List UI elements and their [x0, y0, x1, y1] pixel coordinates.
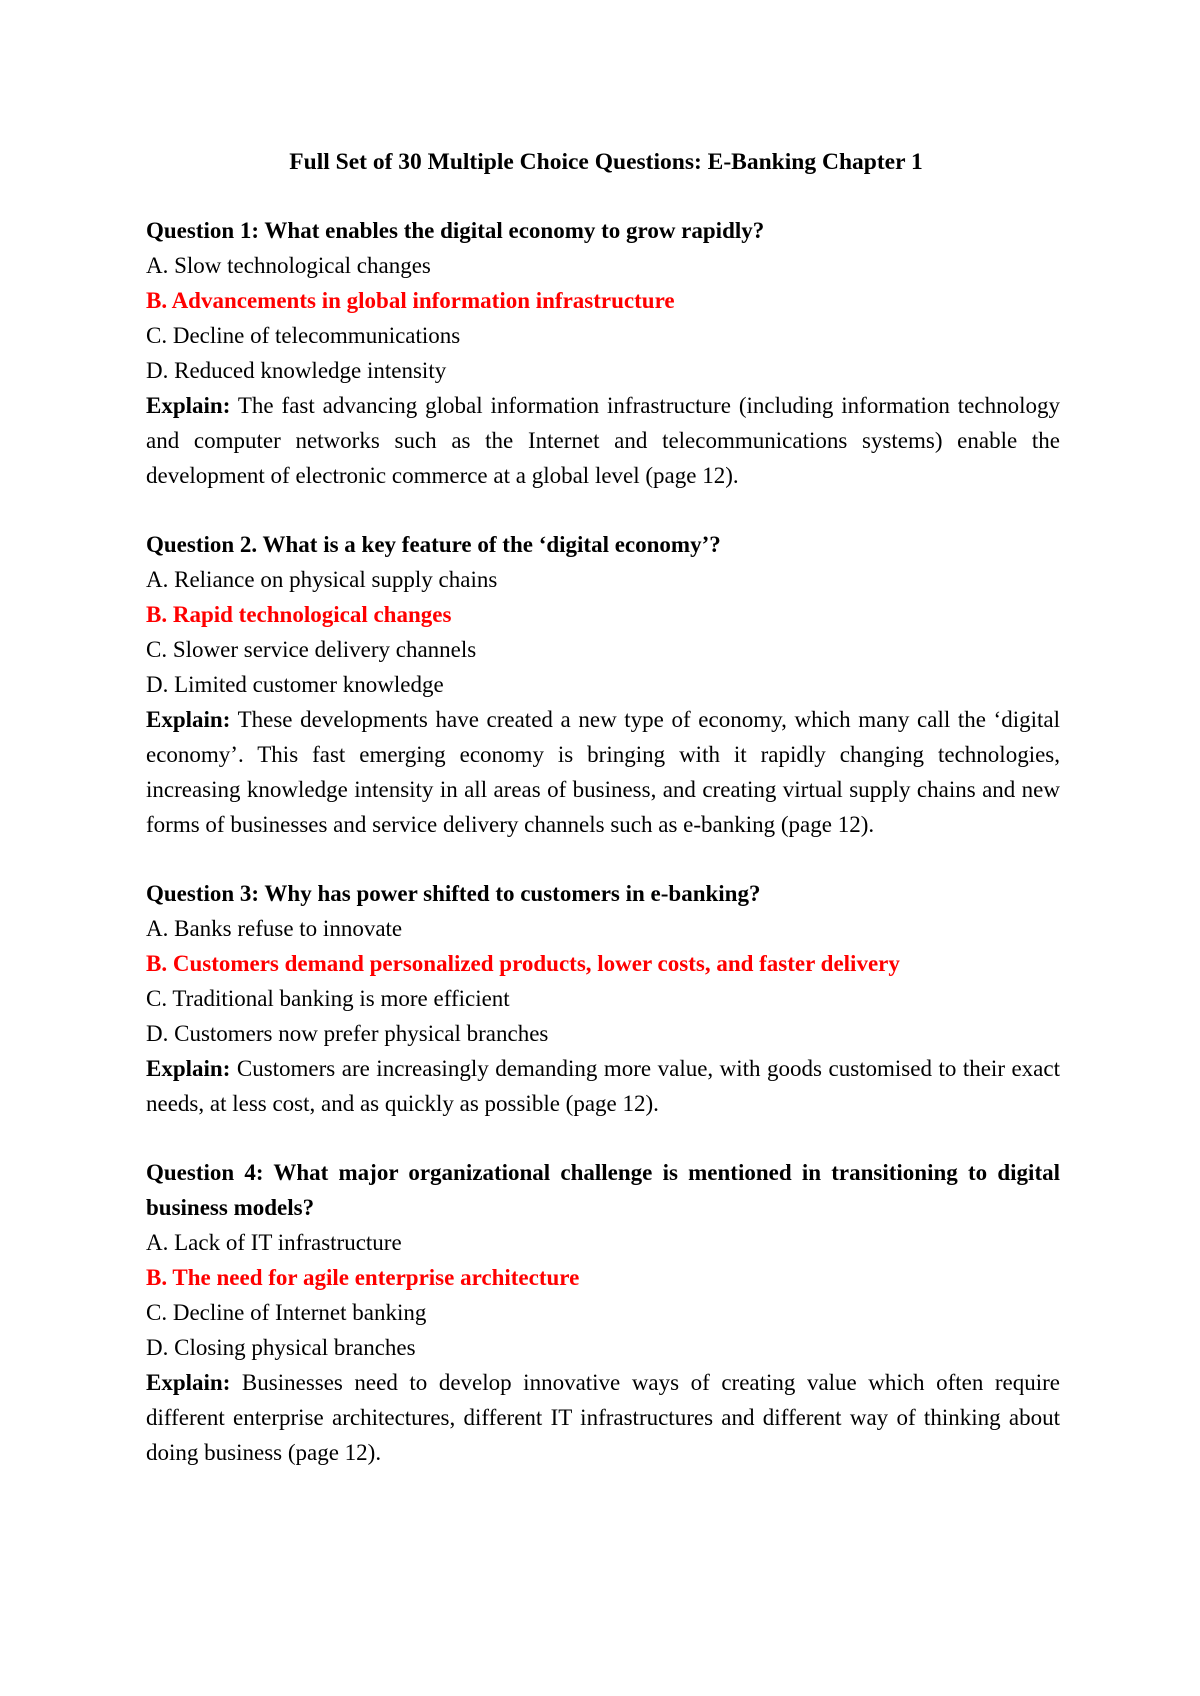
explanation [146, 702, 1060, 842]
question-prompt: Question 3: Why has power shifted to customers in e-banking? [146, 881, 761, 906]
explain-label: Explain: [146, 1370, 231, 1395]
option-c: C. Decline of Internet banking [146, 1300, 427, 1325]
explain-text: Customers are increasingly demanding more value, with goods customised to their exact needs, at less cost, and as quickly as possible (page 12). [146, 1056, 1060, 1116]
option-c: C. Traditional banking is more efficient [146, 986, 510, 1011]
option-d: D. Reduced knowledge intensity [146, 358, 447, 383]
option-b-correct: B. Customers demand personalized products, lower costs, and faster delivery [146, 951, 900, 976]
explain-label: Explain: [146, 1056, 231, 1081]
option-d: D. Closing physical branches [146, 1335, 416, 1360]
explain-label: Explain: [146, 393, 231, 418]
explanation [146, 1365, 1060, 1470]
option-c: C. Decline of telecommunications [146, 323, 461, 348]
option-a: A. Banks refuse to innovate [146, 916, 403, 941]
question-block-1 [146, 213, 1060, 493]
explain-label: Explain: [146, 707, 231, 732]
question-block-4 [146, 1155, 1060, 1470]
question-prompt: Question 1: What enables the digital economy to grow rapidly? [146, 218, 765, 243]
explain-text: Businesses need to develop innovative ways of creating value which often require different enterprise architectures, different IT infrastructures and different way of thinking about doing business (page 12). [146, 1370, 1060, 1465]
option-a: A. Reliance on physical supply chains [146, 567, 498, 592]
option-d: D. Customers now prefer physical branches [146, 1021, 549, 1046]
question-block-3 [146, 876, 1060, 1121]
explanation [146, 388, 1060, 493]
explanation [146, 1051, 1060, 1121]
option-b-correct: B. Advancements in global information infrastructure [146, 288, 675, 313]
option-b-correct: B. Rapid technological changes [146, 602, 452, 627]
option-a: A. Slow technological changes [146, 253, 431, 278]
explain-text: These developments have created a new type of economy, which many call the ‘digital economy’. This fast emerging economy is bringing with it rapidly changing technologies, increasing knowledge intensity in all areas of business, and creating virtual supply chains and new forms of businesses and service delivery channels such as e-banking (page 12). [146, 707, 1060, 837]
question-block-2 [146, 527, 1060, 842]
option-d: D. Limited customer knowledge [146, 672, 444, 697]
option-a: A. Lack of IT infrastructure [146, 1230, 402, 1255]
option-c: C. Slower service delivery channels [146, 637, 477, 662]
question-prompt: Question 4: What major organizational challenge is mentioned in transitioning to digital business models? [146, 1160, 1060, 1220]
question-prompt: Question 2. What is a key feature of the ‘digital economy’? [146, 532, 721, 557]
option-b-correct: B. The need for agile enterprise architecture [146, 1265, 580, 1290]
page-title: Full Set of 30 Multiple Choice Questions: E-Banking Chapter 1 [289, 149, 923, 175]
explain-text: The fast advancing global information infrastructure (including information technology and computer networks such as the Internet and telecommunications systems) enable the development of electronic commerce at a global level (page 12). [146, 393, 1060, 488]
